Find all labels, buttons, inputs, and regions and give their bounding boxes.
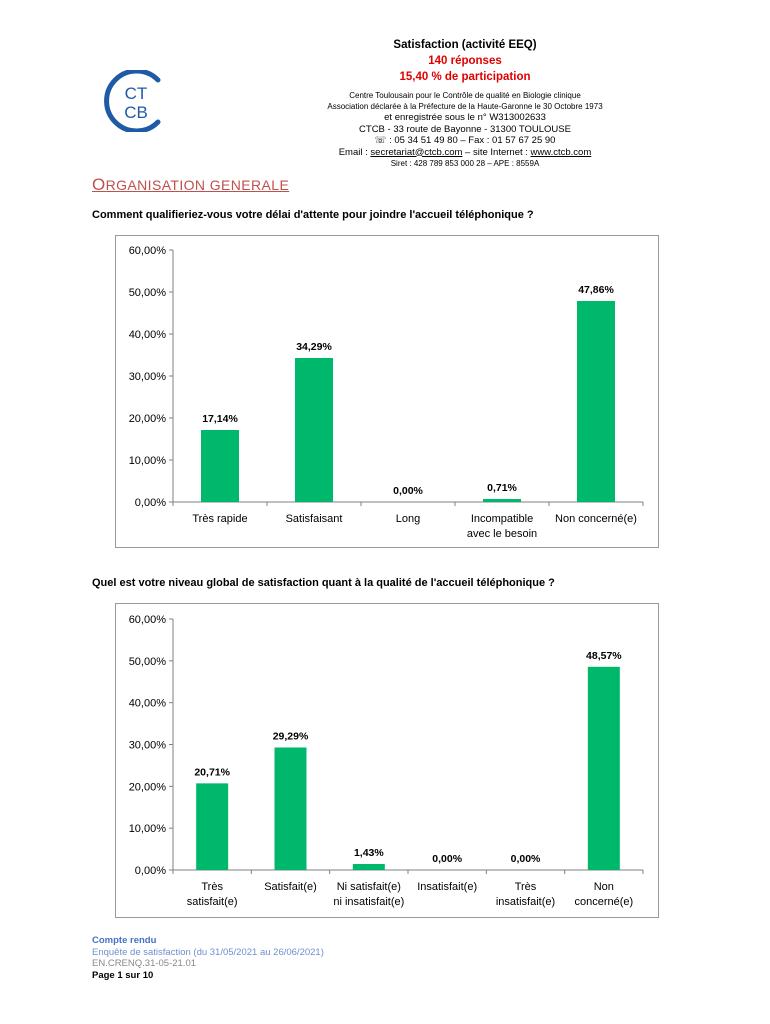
bar <box>577 301 615 502</box>
bar <box>196 783 228 870</box>
participation-rate: 15,40 % de participation <box>399 71 531 83</box>
bar <box>201 430 239 502</box>
data-label: 48,57% <box>586 649 622 662</box>
y-tick-label: 30,00% <box>128 371 166 383</box>
bar <box>353 864 385 870</box>
y-tick-label: 60,00% <box>128 614 166 626</box>
contact-line <box>290 147 640 159</box>
association-line: Association déclarée à la Préfecture de la Haute-Garonne le 30 Octobre 1973 <box>327 102 603 111</box>
y-tick-label: 10,00% <box>128 823 166 836</box>
y-tick-label: 20,00% <box>128 781 166 794</box>
footer-doc-ref: EN.CRENQ.31-05-21.01 <box>92 958 197 969</box>
y-tick-label: 40,00% <box>128 697 166 710</box>
category-label: ni insatisfait(e) <box>333 896 405 908</box>
y-tick-label: 60,00% <box>128 245 166 257</box>
data-label: 1,43% <box>353 847 384 860</box>
category-label: Ni satisfait(e) <box>336 881 401 893</box>
y-tick-label: 0,00% <box>134 865 166 877</box>
footer-report-label: Compte rendu <box>92 935 157 946</box>
logo-text-2: CB <box>124 103 148 122</box>
footer <box>92 935 324 981</box>
category-label: Satisfait(e) <box>264 881 317 893</box>
category-label: Très rapide <box>192 513 248 525</box>
email-link[interactable]: secretariat@ctcb.com <box>370 146 463 158</box>
bar <box>275 747 307 870</box>
website-link[interactable]: www.ctcb.com <box>530 146 592 158</box>
y-tick-label: 50,00% <box>128 655 166 668</box>
section-title <box>92 175 289 195</box>
data-label: 0,71% <box>487 482 517 495</box>
data-label: 0,00% <box>393 485 423 497</box>
chart-satisfaction <box>115 603 659 918</box>
footer-page-number: Page 1 sur 10 <box>92 969 154 981</box>
data-label: 17,14% <box>202 413 238 426</box>
question-2: Quel est votre niveau global de satisfaction quant à la qualité de l'accueil téléphonique ? <box>92 577 555 589</box>
question-1: Comment qualifieriez-vous votre délai d'attente pour joindre l'accueil téléphonique ? <box>92 209 534 221</box>
category-label: avec le besoin <box>466 528 538 540</box>
y-tick-label: 20,00% <box>128 413 166 425</box>
category-label: Long <box>395 513 421 525</box>
data-label: 0,00% <box>432 853 463 865</box>
category-label: Insatisfait(e) <box>417 881 478 893</box>
y-tick-label: 10,00% <box>128 455 166 467</box>
category-label: Très <box>514 881 537 893</box>
category-label: concerné(e) <box>574 896 634 908</box>
phone-line: ☏ : 05 34 51 49 80 – Fax : 01 57 67 25 90 <box>374 135 556 146</box>
bar <box>295 358 333 502</box>
ctcb-logo <box>100 70 172 132</box>
data-label: 47,86% <box>578 283 614 296</box>
footer-survey-period: Enquête de satisfaction (du 31/05/2021 au 26/06/2021) <box>92 946 324 958</box>
y-tick-label: 0,00% <box>134 497 166 509</box>
organisation-name: Centre Toulousain pour le Contrôle de qualité en Biologie clinique <box>349 91 581 100</box>
data-label: 20,71% <box>194 766 230 779</box>
chart-waiting-time <box>115 235 659 548</box>
y-tick-label: 40,00% <box>128 329 166 341</box>
category-label: Très <box>201 881 223 893</box>
section-title-initial: O <box>92 175 106 194</box>
address-line: CTCB - 33 route de Bayonne - 31300 TOULOUSE <box>359 123 571 135</box>
site-label: – site Internet : <box>462 146 531 158</box>
category-label: Incompatible <box>470 513 534 525</box>
category-label: Non <box>593 881 614 893</box>
category-label: satisfait(e) <box>186 896 238 908</box>
category-label: Non concerné(e) <box>555 513 637 525</box>
bar <box>588 667 620 870</box>
chart-2-svg <box>116 604 660 919</box>
chart-1-svg <box>116 236 660 549</box>
category-label: Satisfaisant <box>285 513 343 525</box>
responses-count: 140 réponses <box>428 55 502 67</box>
page-title: Satisfaction (activité EEQ) <box>393 39 537 51</box>
data-label: 0,00% <box>510 853 541 865</box>
data-label: 29,29% <box>272 730 309 743</box>
category-label: insatisfait(e) <box>495 896 556 908</box>
data-label: 34,29% <box>296 340 332 353</box>
logo-text-1: CT <box>124 84 148 103</box>
bar <box>483 499 521 502</box>
header <box>290 38 640 170</box>
siret-line: Siret : 428 789 853 000 28 – APE : 8559A <box>390 159 540 168</box>
email-label: Email : <box>338 146 371 158</box>
y-tick-label: 30,00% <box>128 739 166 752</box>
section-title-rest: RGANISATION GENERALE <box>105 177 290 193</box>
y-tick-label: 50,00% <box>128 287 166 299</box>
registration-line: et enregistrée sous le n° W313002633 <box>384 112 546 123</box>
